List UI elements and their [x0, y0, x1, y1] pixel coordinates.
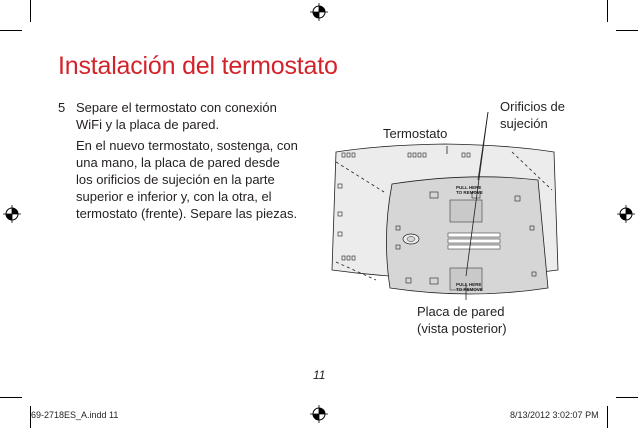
step-detail: En el nuevo termostato, sostenga, con una mano, la placa de pared desde los orificios de sujeción en la parte superior e inferior y, con la otra, el termostato (frente). Separe las piezas. [76, 138, 298, 221]
registration-mark-icon [310, 405, 328, 423]
crop-mark [607, 0, 608, 22]
crop-mark [607, 406, 608, 428]
label-thermostat: Termostato [383, 126, 448, 141]
label-holes: Orificios de sujeción [500, 99, 566, 131]
page-number: 11 [313, 368, 326, 382]
pull-tab-top-label: PULL HERE TO REMOVE [456, 185, 483, 195]
crop-mark [0, 397, 22, 398]
registration-mark-icon [3, 205, 21, 223]
pull-tab-bottom-label: PULL HERE TO REMOVE [456, 282, 483, 292]
step-number: 5 [58, 100, 66, 115]
crop-mark [616, 30, 638, 31]
registration-mark-icon [310, 3, 328, 21]
label-wall-plate: Placa de pared (vista posterior) [417, 304, 507, 336]
footer-timestamp: 8/13/2012 3:02:07 PM [510, 410, 599, 420]
registration-mark-icon [617, 205, 635, 223]
crop-mark [616, 397, 638, 398]
footer-file: 69-2718ES_A.indd 11 [31, 410, 119, 420]
step-text: Separe el termostato con conexión WiFi y la placa de pared. [76, 100, 277, 132]
crop-mark [0, 30, 22, 31]
page-title: Instalación del termostato [58, 52, 338, 80]
crop-mark [30, 0, 31, 22]
